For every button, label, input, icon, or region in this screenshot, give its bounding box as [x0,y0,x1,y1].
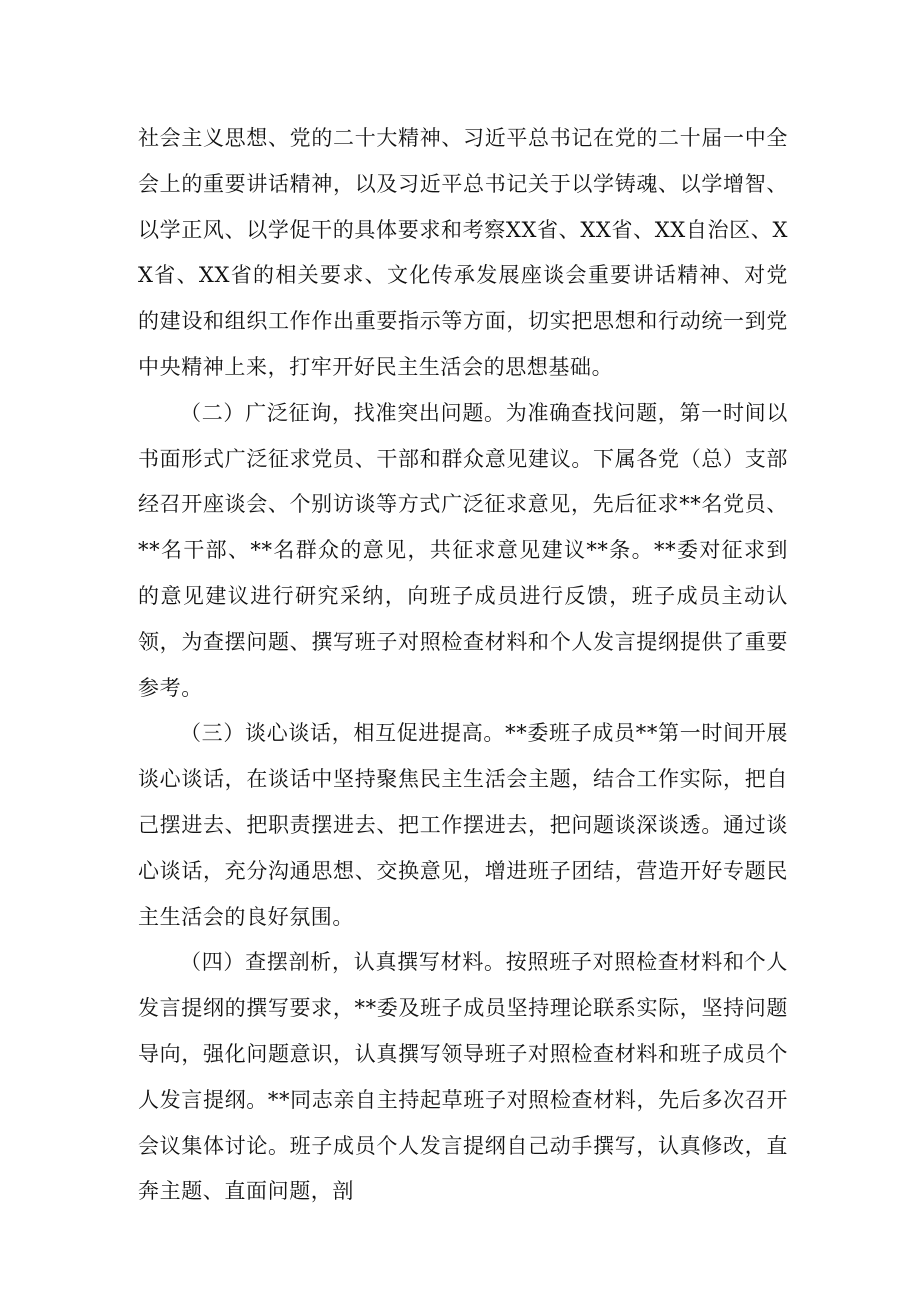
paragraph-continuation: 社会主义思想、党的二十大精神、习近平总书记在党的二十届一中全会上的重要讲话精神，以及习近平总书记关于以学铸魂、以学增智、以学正风、以学促干的具体要求和考察XX省、XX省、XX自治区、XX省、XX省的相关要求、文化传承发展座谈会重要讲话精神、对党的建设和组织工作作出重要指示等方面，切实把思想和行动统一到党中央精神上来，打牢开好民主生活会的思想基础。 [138,126,788,379]
document-body [138,116,788,1215]
paragraph-section-2: （二）广泛征询，找准突出问题。为准确查找问题，第一时间以书面形式广泛征求党员、干部和群众意见建议。下属各党（总）支部经召开座谈会、个别访谈等方式广泛征求意见，先后征求**名党员、**名干部、**名群众的意见，共征求意见建议**条。**委对征求到的意见建议进行研究采纳，向班子成员进行反馈，班子成员主动认领，为查摆问题、撰写班子对照检查材料和个人发言提纲提供了重要参考。 [138,400,788,700]
paragraph-section-4: （四）查摆剖析，认真撰写材料。按照班子对照检查材料和个人发言提纲的撰写要求，**委及班子成员坚持理论联系实际，坚持问题导向，强化问题意识，认真撰写领导班子对照检查材料和班子成员个人发言提纲。**同志亲自主持起草班子对照检查材料，先后多次召开会议集体讨论。班子成员个人发言提纲自己动手撰写，认真修改，直奔主题、直面问题，剖 [138,950,788,1204]
paragraph-section-3: （三）谈心谈话，相互促进提高。**委班子成员**第一时间开展谈心谈话，在谈话中坚持聚焦民主生活会主题，结合工作实际，把自己摆进去、把职责摆进去、把工作摆进去，把问题谈深谈透。通过谈心谈话，充分沟通思想、交换意见，增进班子团结，营造开好专题民主生活会的良好氛围。 [138,721,788,929]
